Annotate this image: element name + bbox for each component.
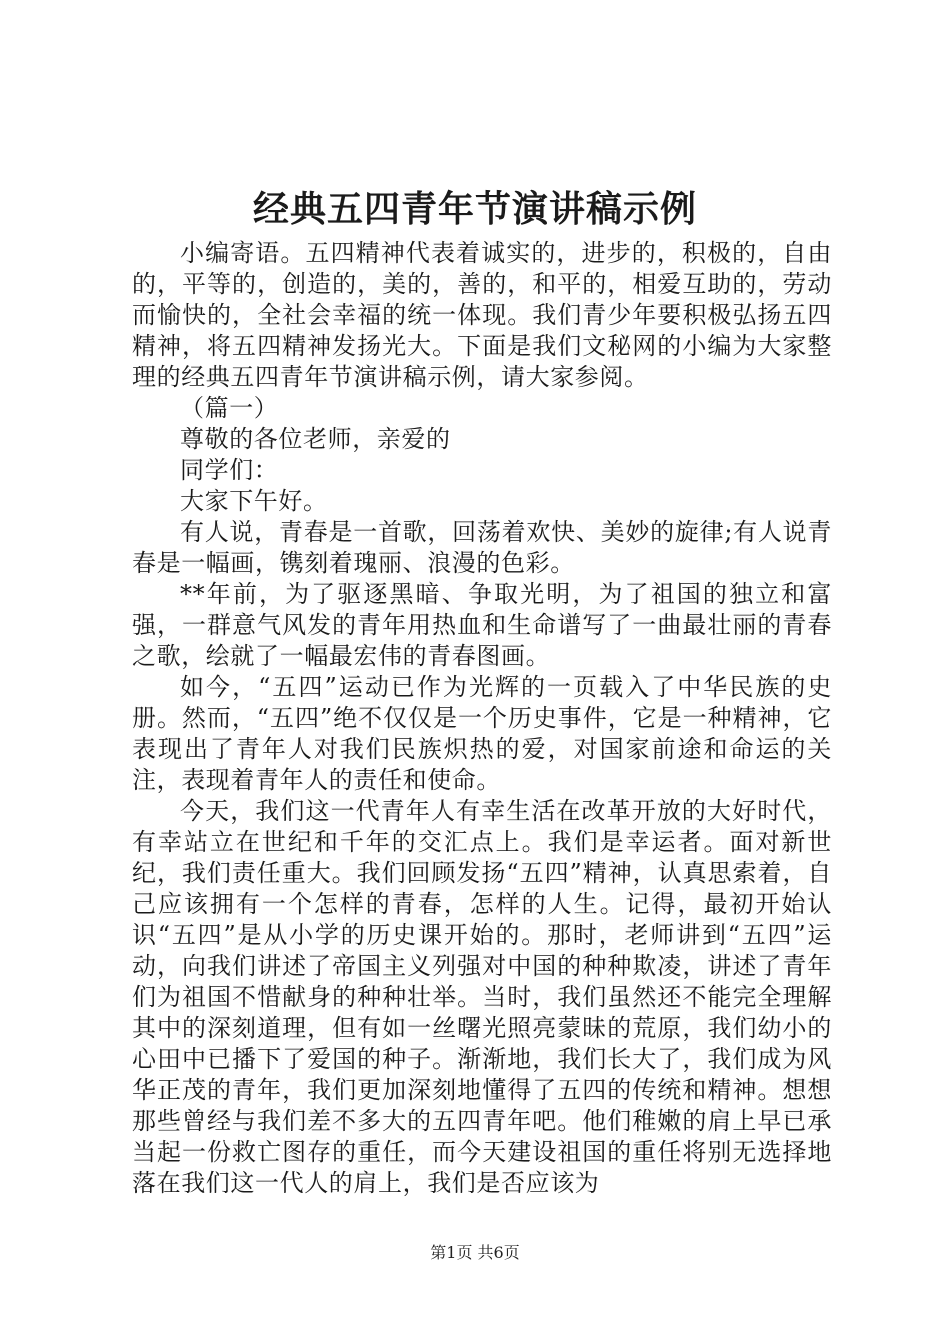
paragraph-history: **年前，为了驱逐黑暗、争取光明，为了祖国的独立和富强，一群意气风发的青年用热血和生命谱写了一曲最壮丽的青春之歌，绘就了一幅最宏伟的青春图画。 [132,580,832,670]
paragraph-today: 今天，我们这一代青年人有幸生活在改革开放的大好时代，有幸站立在世纪和千年的交汇点上。我们是幸运者。面对新世纪，我们责任重大。我们回顾发扬“五四”精神，认真思索着，自己应该拥有一个怎样的青春，怎样的人生。记得，最初开始认识“五四”是从小学的历史课开始的。那时，老师讲到“五四”运动，向我们讲述了帝国主义列强对中国的种种欺凌，讲述了青年们为祖国不惜献身的种种壮举。当时，我们虽然还不能完全理解其中的深刻道理，但有如一丝曙光照亮蒙昧的荒原，我们幼小的心田中已播下了爱国的种子。渐渐地，我们长大了，我们成为风华正茂的青年，我们更加深刻地懂得了五四的传统和精神。想想那些曾经与我们差不多大的五四青年吧。他们稚嫩的肩上早已承当起一份救亡图存的重任，而今天建设祖国的重任将别无选择地落在我们这一代人的肩上，我们是否应该为 [132,797,832,1197]
paragraph-section-label: （篇一） [180,394,279,422]
document-title: 经典五四青年节演讲稿示例 [252,188,697,230]
paragraph-may-fourth: 如今，“五四”运动已作为光辉的一页载入了中华民族的史册。然而，“五四”绝不仅仅是一个历史事件，它是一种精神，它表现出了青年人对我们民族炽热的爱，对国家前途和命运的关注，表现着青年人的责任和使命。 [132,673,832,794]
document-body [132,238,832,1199]
paragraph-intro: 小编寄语。五四精神代表着诚实的，进步的，积极的，自由的，平等的，创造的，美的，善的，和平的，相爱互助的，劳动而愉快的，全社会幸福的统一体现。我们青少年要积极弘扬五四精神，将五四精神发扬光大。下面是我们文秘网的小编为大家整理的经典五四青年节演讲稿示例，请大家参阅。 [132,239,832,391]
paragraph-salutation: 尊敬的各位老师，亲爱的 [180,425,451,453]
page-number-footer: 第1页 共6页 [430,1243,520,1262]
paragraph-salutation-2: 同学们： [180,456,279,484]
paragraph-youth-song: 有人说，青春是一首歌，回荡着欢快、美妙的旋律;有人说青春是一幅画，镌刻着瑰丽、浪漫的色彩。 [132,518,832,577]
paragraph-greeting: 大家下午好。 [180,487,328,515]
